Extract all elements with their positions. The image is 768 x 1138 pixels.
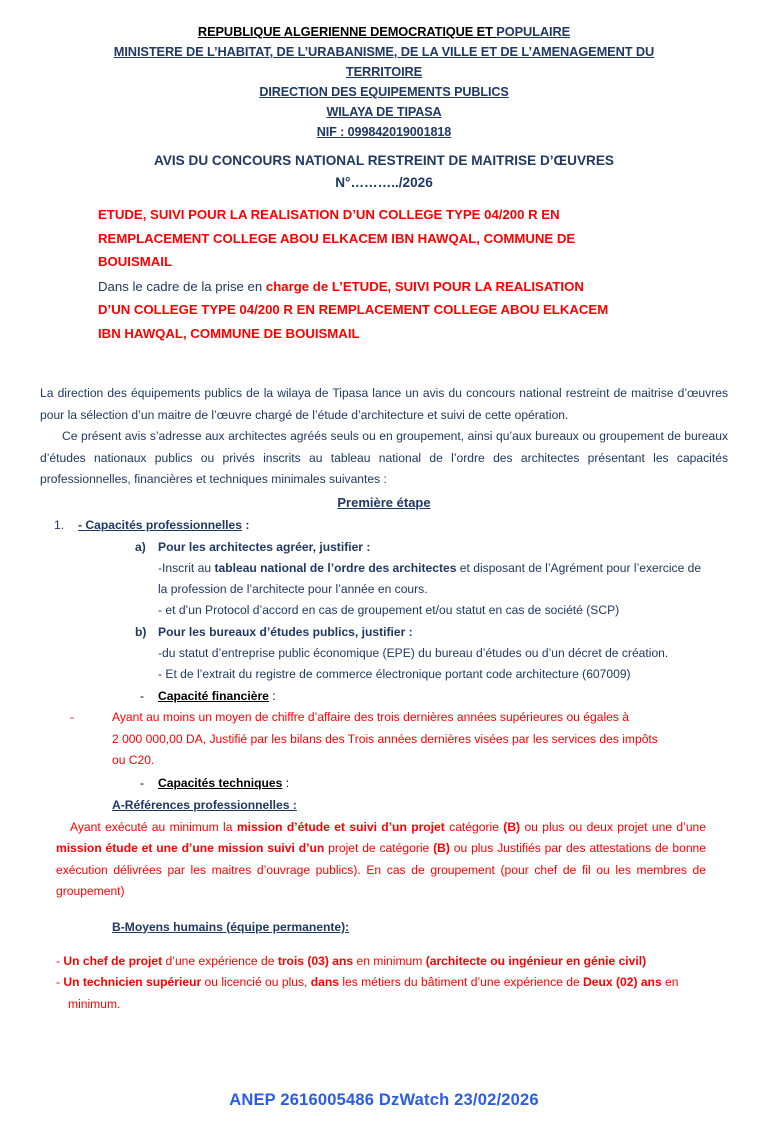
document-header	[40, 22, 728, 142]
professional-capacities-label: - Capacités professionnelles	[78, 518, 242, 532]
refs-part-2: catégorie	[444, 819, 504, 834]
header-line-direction	[40, 82, 728, 102]
hr2-line2: minimum.	[68, 996, 121, 1011]
header-line-republic	[40, 22, 728, 42]
financial-capacity-line3: ou C20.	[112, 753, 155, 767]
notice-title	[40, 150, 728, 194]
list-marker-b: b)	[135, 625, 147, 639]
a-detail-1-post: et disposant de l’Agrément pour l’exercice de	[456, 561, 702, 575]
financial-capacity-label: Capacité financière	[158, 689, 269, 703]
list-item-professional-capacities	[40, 515, 728, 536]
notice-title-line1: AVIS DU CONCOURS NATIONAL RESTREINT DE MAITRISE D’ŒUVRES	[154, 153, 614, 168]
header-ministry-text: MINISTERE DE L’HABITAT, DE L’URABANISME, DE LA VILLE ET DE L’AMENAGEMENT DU	[113, 44, 655, 59]
document-body	[40, 383, 728, 1015]
list-number-1: 1.	[54, 518, 65, 532]
list-item-a-detail-3: - et d’un Protocol d’accord en cas de groupement et/ou statut en cas de société (SCP)	[158, 603, 620, 617]
financial-capacity-heading	[40, 686, 728, 707]
project-title-line2: REMPLACEMENT COLLEGE ABOU ELKACEM IBN HAWQAL, COMMUNE DE	[98, 230, 576, 246]
header-direction-text: DIRECTION DES EQUIPEMENTS PUBLICS	[259, 85, 509, 99]
refs-part-3: ou plus ou deux projet une d’une	[520, 819, 707, 834]
hr2-bold-1: Un technicien supérieur	[63, 975, 202, 989]
body-paragraph-1: La direction des équipements publics de la wilaya de Tipasa lance un avis du concours national restreint de maitrise d’œuvres pour la sélection d’un maitre de l’œuvre chargé de l’étude d’architecture et suivi de cette opération.	[40, 386, 728, 422]
hr2-text-1: ou licencié ou plus,	[201, 975, 311, 989]
financial-capacity-marker: -	[140, 689, 145, 703]
header-nif-text: NIF : 099842019001818	[316, 125, 452, 139]
project-object-block	[40, 203, 728, 345]
anep-footer: ANEP 2616005486 DzWatch 23/02/2026	[229, 1091, 539, 1109]
hr2-bold-3: Deux (02) ans	[583, 975, 662, 989]
project-title-line1: ETUDE, SUIVI POUR LA REALISATION D’UN COLLEGE TYPE 04/200 R EN	[98, 207, 560, 222]
header-republic-blue: POPULAIRE	[496, 24, 571, 39]
financial-capacity-text-line1	[40, 707, 728, 729]
financial-capacity-line2: 2 000 000,00 DA, Justifié par les bilans des Trois années dernières visées par les services des impôts	[112, 731, 658, 746]
header-republic-black: REPUBLIQUE ALGERIENNE DEMOCRATIQUE ET	[197, 24, 497, 39]
human-resource-item-1	[40, 951, 728, 973]
technical-capacity-colon: :	[282, 775, 290, 790]
hr1-bold-3: (architecte ou ingénieur en génie civil)	[425, 953, 647, 968]
hr1-bold-2: trois (03) ans	[277, 953, 354, 968]
references-heading-text: A-Références professionnelles :	[112, 797, 297, 812]
list-item-b-detail-1: -du statut d’entreprise public économique (EPE) du bureau d’études ou d’un décret de création.	[158, 646, 669, 660]
hr2-text-2: les métiers du bâtiment d’une expérience de	[339, 975, 584, 989]
references-paragraph	[40, 817, 728, 903]
header-territory-text: TERRITOIRE	[345, 64, 423, 79]
technical-capacity-marker: -	[140, 775, 145, 790]
notice-title-line2: N°………../2026	[335, 175, 433, 190]
human-resource-item-2-cont	[40, 994, 728, 1016]
header-line-ministry	[40, 42, 728, 62]
list-marker-a: a)	[135, 540, 146, 554]
hr1-text-2: en minimum	[353, 953, 426, 968]
project-context-line2: D’UN COLLEGE TYPE 04/200 R EN REMPLACEMENT COLLEGE ABOU ELKACEM	[98, 302, 609, 317]
hr1-bold-1: Un chef de projet	[63, 953, 163, 968]
refs-bold-2: (B)	[503, 819, 521, 834]
financial-capacity-colon: :	[268, 689, 276, 703]
list-item-b	[40, 622, 728, 643]
professional-capacities-colon: :	[242, 518, 250, 532]
stage-heading-text: Première étape	[337, 494, 431, 510]
project-context-line3: IBN HAWQAL, COMMUNE DE BOUISMAIL	[98, 325, 360, 341]
list-item-a-detail-2: la profession de l’architecte pour l’année en cours.	[158, 582, 428, 596]
list-item-b-label: Pour les bureaux d’études publics, justifier :	[158, 625, 413, 639]
financial-capacity-line1: Ayant au moins un moyen de chiffre d’affaire des trois dernières années supérieures ou égales à	[112, 710, 629, 724]
hr2-dash: -	[56, 975, 64, 989]
list-item-a	[40, 537, 728, 558]
stage-heading	[40, 492, 728, 514]
a-detail-1-pre: -Inscrit au	[158, 561, 215, 575]
header-line-wilaya	[40, 102, 728, 122]
list-item-a-label: Pour les architectes agréer, justifier :	[158, 540, 371, 554]
list-item-a-detail-1	[40, 558, 728, 579]
refs-bold-3: mission étude et une d’une mission suivi d’un	[56, 841, 325, 855]
body-paragraph-2: Ce présent avis s’adresse aux architectes agréés seuls ou en groupement, ainsi qu’aux bureaux ou groupement de bureaux d’études nationaux publics ou privés inscrits au tableau national de l’ordre des architectes présentant les capacités professionnelles, financières et techniques minimales suivantes :	[40, 429, 728, 486]
project-context-red1: charge de L’ETUDE, SUIVI POUR LA REALISATION	[265, 278, 584, 294]
header-wilaya-text: WILAYA DE TIPASA	[326, 105, 442, 119]
refs-part-5: ou plus Justifiés par des attestations de bonne exécution délivrées par les maitres d’ouvrage publics). En cas de groupement (pour chef de fil ou les membres de groupement)	[56, 841, 706, 898]
human-resources-heading-text: B-Moyens humains (équipe permanente):	[112, 919, 350, 934]
references-heading	[40, 795, 728, 816]
hr2-bold-2: dans	[310, 975, 339, 989]
refs-bold-1: mission d’étude et suivi d’un projet	[236, 819, 445, 834]
technical-capacity-label: Capacités techniques	[158, 775, 283, 790]
refs-bold-4: (B)	[433, 841, 450, 855]
technical-capacity-heading	[40, 773, 728, 794]
header-line-nif	[40, 122, 728, 142]
hr1-text-1: d’une expérience de	[162, 953, 278, 968]
project-context-lead: Dans le cadre de la prise en	[98, 278, 266, 294]
financial-capacity-dash: -	[70, 710, 75, 724]
project-title-line3: BOUISMAIL	[98, 254, 172, 269]
list-item-b-detail-2: - Et de l’extrait du registre de commerce électronique portant code architecture (607009)	[158, 667, 631, 681]
header-line-territory	[40, 62, 728, 82]
project-context-line1	[98, 275, 692, 299]
refs-part-1: Ayant exécuté au minimum la	[70, 819, 237, 834]
a-detail-1-bold: tableau national de l’ordre des architectes	[214, 561, 457, 575]
hr1-dash: -	[56, 953, 64, 968]
refs-part-4: projet de catégorie	[324, 841, 434, 855]
hr2-text-3: en	[661, 975, 679, 989]
human-resource-item-2	[40, 972, 728, 994]
human-resources-heading	[40, 917, 728, 938]
